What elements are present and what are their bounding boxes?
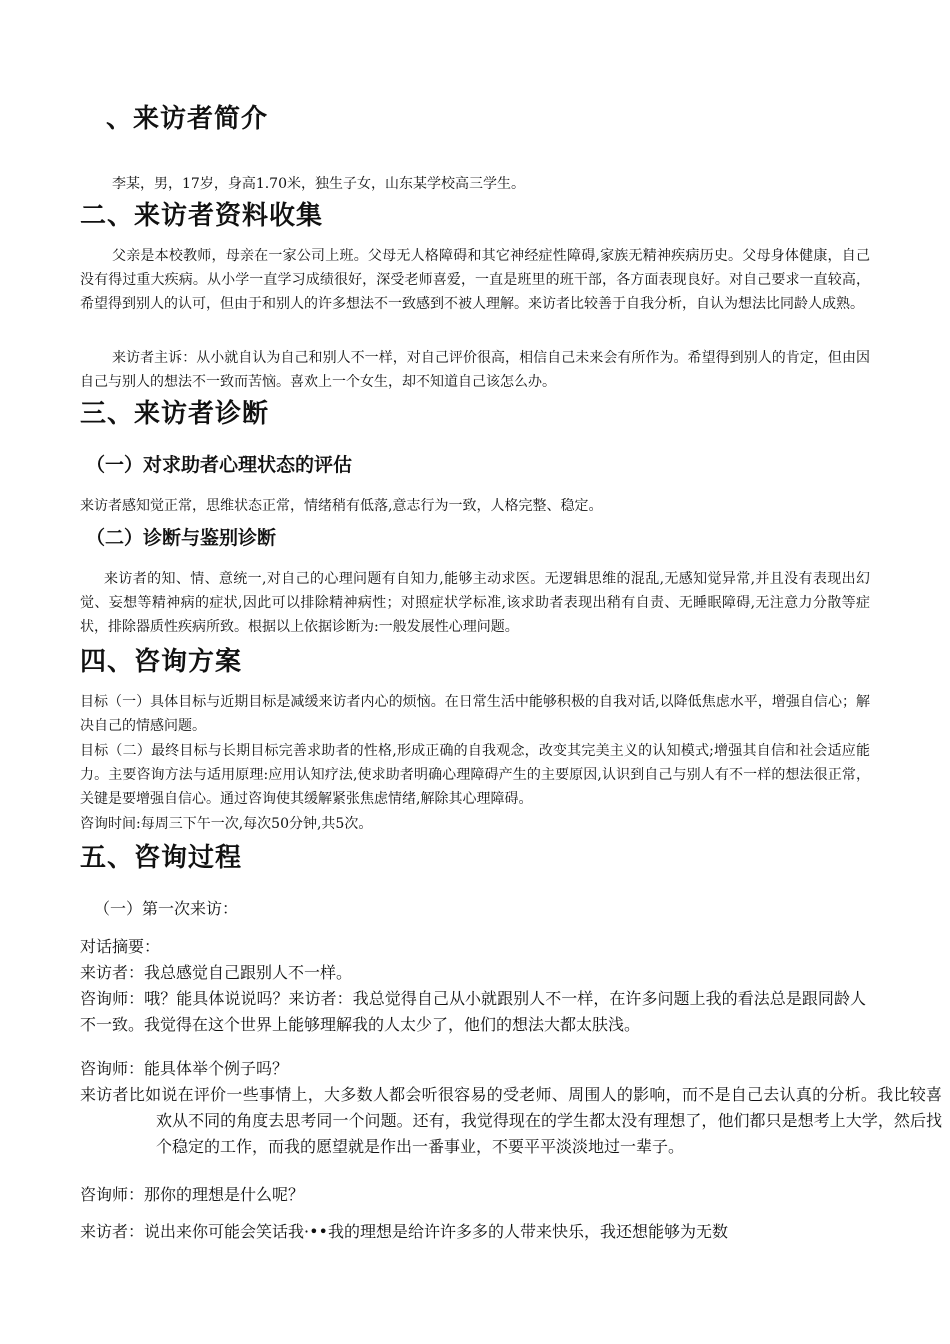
section-2-paragraph-1: 父亲是本校教师，母亲在一家公司上班。父母无人格障碍和其它神经症性障碍,家族无精神疾病历史。父母身体健康，自己没有得过重大疾病。从小学一直学习成绩很好，深受老师喜爱，一直是班里的班干部，各方面表现良好。对自己要求一直较高，希望得到别人的认可，但由于和别人的许多想法不一致感到不被人理解。来访者比较善于自我分析，自认为想法比同龄人成熟。	[80, 248, 870, 312]
section-3-subtitle-1-text: 来访者感知觉正常，思维状态正常，情绪稍有低落,意志行为一致，人格完整、稳定。	[80, 498, 603, 514]
dialog-line-3: 咨询师：能具体举个例子吗？	[80, 1059, 289, 1078]
section-1-text: 李某，男，17岁，身高1.70米，独生子女，山东某学校高三学生。	[112, 176, 525, 192]
dialog-line-2: 咨询师：哦？能具体说说吗？来访者：我总觉得自己从小就跟别人不一样，在许多问题上我的看法总是跟同龄人不一致。我觉得在这个世界上能够理解我的人太少了，他们的想法大都太肤浅。	[80, 989, 866, 1034]
section-3-subtitle-2: （二）诊断与鉴别诊断	[86, 527, 277, 549]
section-4-time: 咨询时间:每周三下午一次,每次50分钟,共5次。	[80, 816, 373, 832]
section-3-title: 三、来访者诊断	[80, 399, 270, 429]
section-2-title: 二、来访者资料收集	[80, 201, 324, 231]
dialog-line-4: 来访者比如说在评价一些事情上，大多数人都会听很容易的受老师、周围人的影响，而不是自己去认真的分析。我比较喜欢从不同的角度去思考同一个问题。还有，我觉得现在的学生都太没有理想了，他们都只是想考上大学，然后找个稳定的工作，而我的愿望就是作出一番事业，不要平平淡淡地过一辈子。	[80, 1085, 942, 1156]
dialog-line-1: 来访者：我总感觉自己跟别人不一样。	[80, 963, 353, 982]
section-5-title: 五、咨询过程	[80, 843, 243, 873]
section-4-goal-2: 目标（二）最终目标与长期目标完善求助者的性格,形成正确的自我观念，改变其完美主义的认知模式;增强其自信和社会适应能力。主要咨询方法与适用原理:应用认知疗法,使求助者明确心理障碍产生的主要原因,认识到自己与别人有不一样的想法很正常，关键是要增强自信心。通过咨询使其缓解紧张焦虑情绪,解除其心理障碍。	[80, 743, 870, 807]
section-4-goal-1: 目标（一）具体目标与近期目标是减缓来访者内心的烦恼。在日常生活中能够积极的自我对话,以降低焦虑水平，增强自信心；解决自己的情感问题。	[80, 694, 870, 734]
dialog-line-6: 来访者：说出来你可能会笑话我·••我的理想是给许许多多的人带来快乐，我还想能够为无数	[80, 1222, 728, 1241]
section-2-paragraph-2: 来访者主诉：从小就自认为自己和别人不一样，对自己评价很高，相信自己未来会有所作为。希望得到别人的肯定，但由因自己与别人的想法不一致而苦恼。喜欢上一个女生，却不知道自己该怎么办。	[80, 350, 870, 390]
dialog-line-5: 咨询师：那你的理想是什么呢？	[80, 1185, 305, 1204]
section-3-subtitle-2-text: 来访者的知、情、意统一,对自己的心理问题有自知力,能够主动求医。无逻辑思维的混乱,无感知觉异常,并且没有表现出幻觉、妄想等精神病的症状,因此可以排除精神病性；对照症状学标准,该求助者表现出稍有自责、无睡眠障碍,无注意力分散等症状，排除器质性疾病所致。根据以上依据诊断为:一般发展性心理问题。	[80, 571, 870, 635]
section-5-subtitle-1: （一）第一次来访：	[94, 899, 239, 918]
section-1-title: 、来访者简介	[106, 104, 269, 134]
section-4-title: 四、咨询方案	[80, 647, 243, 677]
section-3-subtitle-1: （一）对求助者心理状态的评估	[86, 454, 353, 476]
dialog-summary-title: 对话摘要：	[80, 937, 161, 956]
